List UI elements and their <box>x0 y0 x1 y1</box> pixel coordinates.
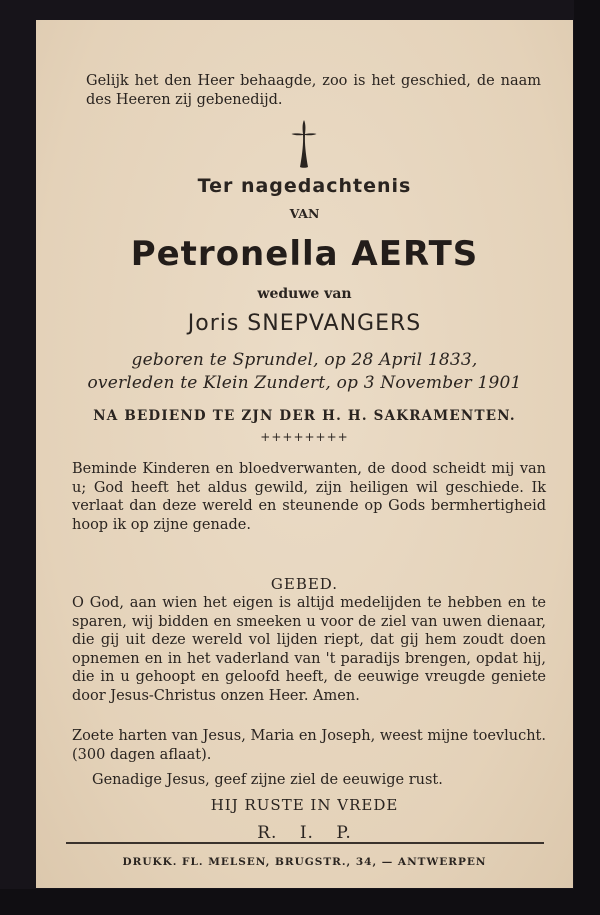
prayer-title: GEBED. <box>270 575 339 593</box>
memorial-heading: Ter nagedachtenis <box>197 175 412 197</box>
farewell-message: Beminde Kinderen en bloedverwanten, de dood scheidt mij van u; God heeft het aldus gewild, zijn heiligen wil geschiede. Ik verlaat dan deze wereld en steunende op Gods bermhertigheid hoop ik op zijne genade. <box>72 461 546 533</box>
prayer-text: O God, aan wien het eigen is altijd medelijden te hebben en te sparen, wij bidden en smeeken u voor de ziel van uwen dienaar, die gij uit deze wereld vol lijden riept, dat gij hem zoudt doen opnemen en in het vaderland van 't paradijs brengen, opdat hij, die in u gehoopt en geloofd heeft, de eeuwige vreugde geniete door Jesus-Christus onzen Heer. Amen. <box>72 595 546 704</box>
printer-credit: DRUKK. FL. MELSEN, BRUGSTR., 34, — ANTWERPEN <box>122 856 487 868</box>
invocation-text: Zoete harten van Jesus, Maria en Joseph, weest mijne toevlucht. (300 dagen aflaat). <box>72 728 546 763</box>
rest-in-peace: HIJ RUSTE IN VREDE <box>210 796 399 814</box>
cross-icon <box>289 118 319 170</box>
death-line: overleden te Klein Zundert, op 3 November 1901 <box>87 373 522 393</box>
card-border-bottom <box>0 889 600 915</box>
rip-letters: R. I. P. <box>257 823 352 843</box>
widow-of-label: weduwe van <box>257 286 352 302</box>
card-border-right <box>574 0 600 915</box>
ornament-divider: ++++++++ <box>260 430 349 444</box>
intro-text: Gelijk het den Heer behaagde, zoo is het geschied, de naam des Heeren zij gebenedijd. <box>86 73 541 108</box>
birth-line: geboren te Sprundel, op 28 April 1833, <box>131 350 478 370</box>
sacraments-line: NA BEDIEND TE ZJN DER H. H. SAKRAMENTEN. <box>93 408 516 424</box>
closing-prayer: Genadige Jesus, geef zijne ziel de eeuwige rust. <box>92 772 443 788</box>
husband-name: Joris SNEPVANGERS <box>187 311 422 336</box>
deceased-name: Petronella AERTS <box>130 234 479 274</box>
memorial-card <box>36 20 573 888</box>
footer-rule <box>66 842 544 844</box>
van-label: VAN <box>289 206 320 221</box>
